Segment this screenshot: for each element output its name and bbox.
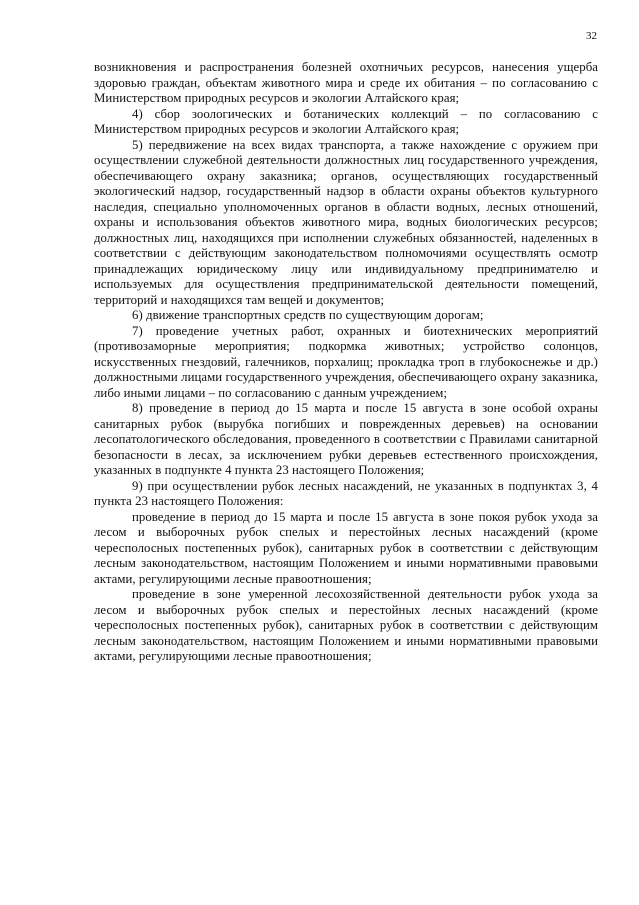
paragraph-item-9-sub-2: проведение в зоне умеренной лесохозяйственной деятельности рубок ухода за лесом и выборочных рубок спелых и перестойных лесных насаждений (кроме чересполосных постепенных рубок), санитарных рубок в соответствии с действующим лесным законодательством, настоящим Положением и иными нормативными правовыми актами, регулирующими лесные правоотношения; — [94, 587, 598, 663]
paragraph-continuation: возникновения и распространения болезней охотничьих ресурсов, нанесения ущерба здоровью граждан, объектам животного мира и среде их обитания – по согласованию с Министерством природных ресурсов и экологии Алтайского края; — [94, 60, 598, 105]
paragraph-item-9: 9) при осуществлении рубок лесных насаждений, не указанных в подпунктах 3, 4 пункта 23 настоящего Положения: — [94, 478, 598, 508]
page-number: 32 — [586, 30, 597, 42]
paragraph-item-7: 7) проведение учетных работ, охранных и биотехнических мероприятий (противозаморные мероприятия; подкормка животных; устройство солонцов, искусственных гнездовий, галечников, порхалищ; прокладка троп в глубокоснежье и др.) должностными лицами государственного учреждения, обеспечивающего охрану заказника, либо иными лицами – по согласованию с данным учреждением; — [94, 323, 598, 400]
paragraph-item-4: 4) сбор зоологических и ботанических коллекций – по согласованию с Министерством природных ресурсов и экологии Алтайского края; — [94, 106, 598, 136]
paragraph-item-9-sub-1: проведение в период до 15 марта и после 15 августа в зоне покоя рубок ухода за лесом и выборочных рубок спелых и перестойных лесных насаждений (кроме чересполосных постепенных рубок), санитарных рубок в соответствии с действующим лесным законодательством, настоящим Положением и иными нормативными правовыми актами, регулирующими лесные правоотношения; — [94, 509, 598, 586]
paragraph-item-5: 5) передвижение на всех видах транспорта, а также нахождение с оружием при осуществлении служебной деятельности должностных лиц государственного учреждения, обеспечивающего охрану заказника; органов, осуществляющих государственный экологический надзор, государственный надзор в области охраны объектов культурного наследия, специально уполномоченных органов в области водных, лесных отношений, охраны и использования объектов животного мира, водных биологических ресурсов; должностных лиц, находящихся при исполнении служебных обязанностей, наделенных в соответствии с действующим законодательством полномочиями осуществлять осмотр принадлежащих юридическому лицу или индивидуальному предпринимателю и используемых для осуществления предпринимательской деятельности помещений, территорий и находящихся там вещей и документов; — [94, 137, 598, 307]
paragraph-item-8: 8) проведение в период до 15 марта и после 15 августа в зоне особой охраны санитарных рубок (вырубка погибших и поврежденных деревьев) на основании лесопатологического обследования, проведенного в соответствии с Правилами санитарной безопасности в лесах, за исключением рубки деревьев естественного происхождения, указанных в подпункте 4 пункта 23 настоящего Положения; — [94, 401, 598, 477]
document-body — [94, 60, 598, 665]
paragraph-item-6: 6) движение транспортных средств по существующим дорогам; — [132, 308, 484, 322]
